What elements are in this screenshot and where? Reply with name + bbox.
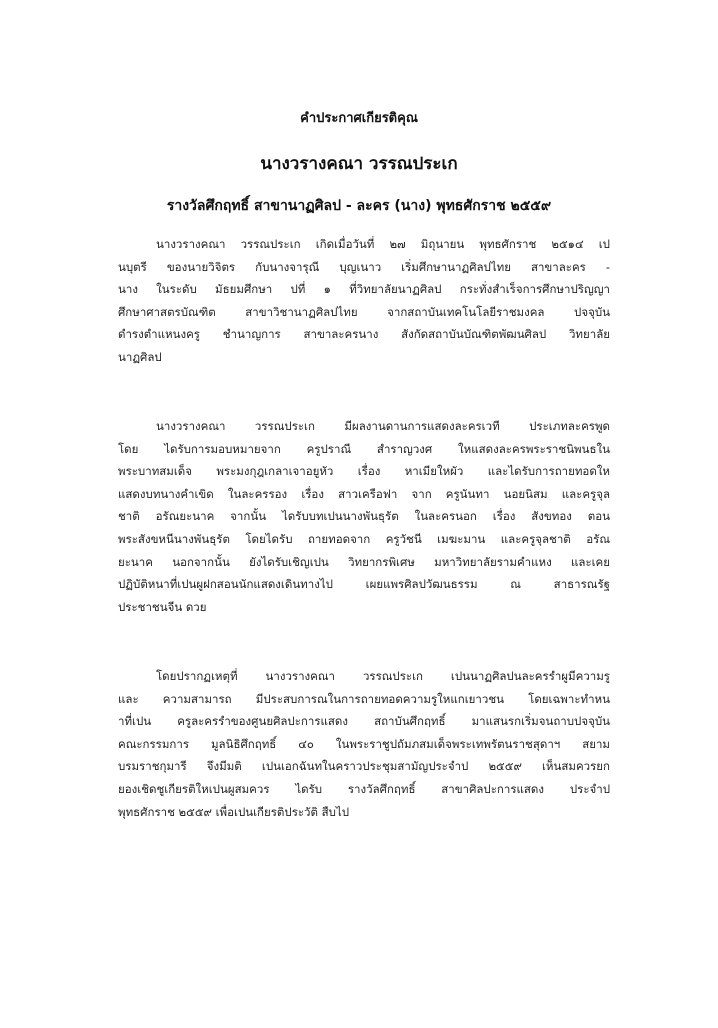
paragraph-line: คณะกรรมการ มูลนิธิศึกฤทธิ์ ๔๐ ในพระราชูปถัมภสมเด็จพระเทพรัตนราชสุดาฯ สยาม	[118, 736, 610, 751]
paragraph-line: ประชาชนจีน ดวย	[118, 599, 207, 614]
paragraph-line: โดย ไดรับการมอบหมายจาก ครูปราณี สำราญวงศ ใหแสดงละครพระราชนิพนธใน	[118, 441, 610, 456]
paragraph-line: และ ความสามารถ มีประสบการณในการถายทอดความรูใหแกเยาวชน โดยเฉพาะทำหน	[118, 691, 610, 706]
paragraph-line: ดำรงตำแหนงครู ชำนาญการ สาขาละครนาง สังกัดสถาบันบัณฑิตพัฒนศิลป วิทยาลัย	[118, 327, 610, 342]
paragraph-line: พระบาทสมเด็จ พระมงกุฎเกลาเจาอยูหัว เรื่อง หาเมียใหผัว และไดรับการถายทอดให	[118, 464, 610, 479]
paragraph-line: โดยปรากฏเหตุที่ นางวรางคณา วรรณประเก เปนนาฏศิลปนละครรำผูมีความรู	[156, 669, 610, 683]
paragraph-line: ยะนาค นอกจากนั้น ยังไดรับเชิญเปน วิทยากรพิเศษ มหาวิทยาลัยรามคำแหง และเคย	[118, 554, 610, 569]
paragraph-line: ศึกษาศาสตรบัณฑิต สาขาวิชานาฏศิลปไทย จากสถาบันเทคโนโลยีราชมงคล ปจจุบัน	[118, 304, 610, 319]
paragraph-line: นบุตรี ของนายวิจิตร กับนางจารุณี บุญเนาว เริ่มศึกษานาฏศิลปไทย สาขาละคร -	[118, 259, 610, 274]
document-title: คำประกาศเกียรติคุณ	[300, 111, 418, 126]
awardee-name: นางวรางคณา วรรณประเก	[260, 154, 458, 174]
paragraph-line: บรมราชกุมารี จึงมีมติ เปนเอกฉันทในคราวประชุมสามัญประจำป ๒๕๕๙ เห็นสมควรยก	[118, 759, 610, 774]
paragraph-line: พระสังขหนีนางพันธุรัต โดยไดรับ ถายทอดจาก ครูวัชนี เมฆะมาน และครูจุลชาติ อรัณ	[118, 531, 610, 546]
paragraph-line: นาฏศิลป	[118, 349, 162, 364]
paragraph-line: ปฏิบัติหนาที่เปนผูฝกสอนนักแสดงเดินทางไป เผยแพรศิลปวัฒนธรรม ณ สาธารณรัฐ	[118, 577, 610, 592]
award-title: รางวัลศึกฤทธิ์ สาขานาฏศิลป - ละคร (นาง) พุทธศักราช ๒๕๕๙	[166, 198, 552, 214]
paragraph-2	[118, 415, 610, 618]
paragraph-line: นางวรางคณา วรรณประเก เกิดเมื่อวันที่ ๒๗ มิถุนายน พุทธศักราช ๒๕๑๔ เป	[156, 237, 610, 251]
paragraph-line: พุทธศักราช ๒๕๕๙ เพื่อเปนเกียรติประวัติ สืบไป	[118, 804, 350, 819]
paragraph-3	[118, 665, 610, 823]
paragraph-line: แสดงบทนางคำเขิด ในละครรอง เรื่อง สาวเครือฟา จาก ครูนันทา นอยนิสม และครูจุล	[118, 486, 610, 501]
paragraph-1	[118, 233, 610, 369]
paragraph-line: นางวรางคณา วรรณประเก มีผลงานดานการแสดงละครเวที ประเภทละครพูด	[156, 419, 610, 433]
paragraph-line: ชาติ อรัณยะนาค จากนั้น ไดรับบทเปนนางพันธุรัต ในละครนอก เรื่อง สังขทอง ตอน	[118, 509, 610, 524]
paragraph-line: าที่เปน ครูละครรำของศูนยศิลปะการแสดง สถาบันศึกฤทธิ์ มาแสนรกเริ่มจนถาบปจจุบัน	[118, 714, 610, 729]
paragraph-line: ยองเชิดชูเกียรติใหเปนผูสมควร ไดรับ รางวัลศึกฤทธิ์ สาขาศิลปะการแสดง ประจำป	[118, 781, 610, 796]
paragraph-line: นาง ในระดับ มัธยมศึกษา ปที่ ๑ ที่วิทยาลัยนาฏศิลป กระทั่งสำเร็จการศึกษาปริญญา	[118, 282, 610, 297]
